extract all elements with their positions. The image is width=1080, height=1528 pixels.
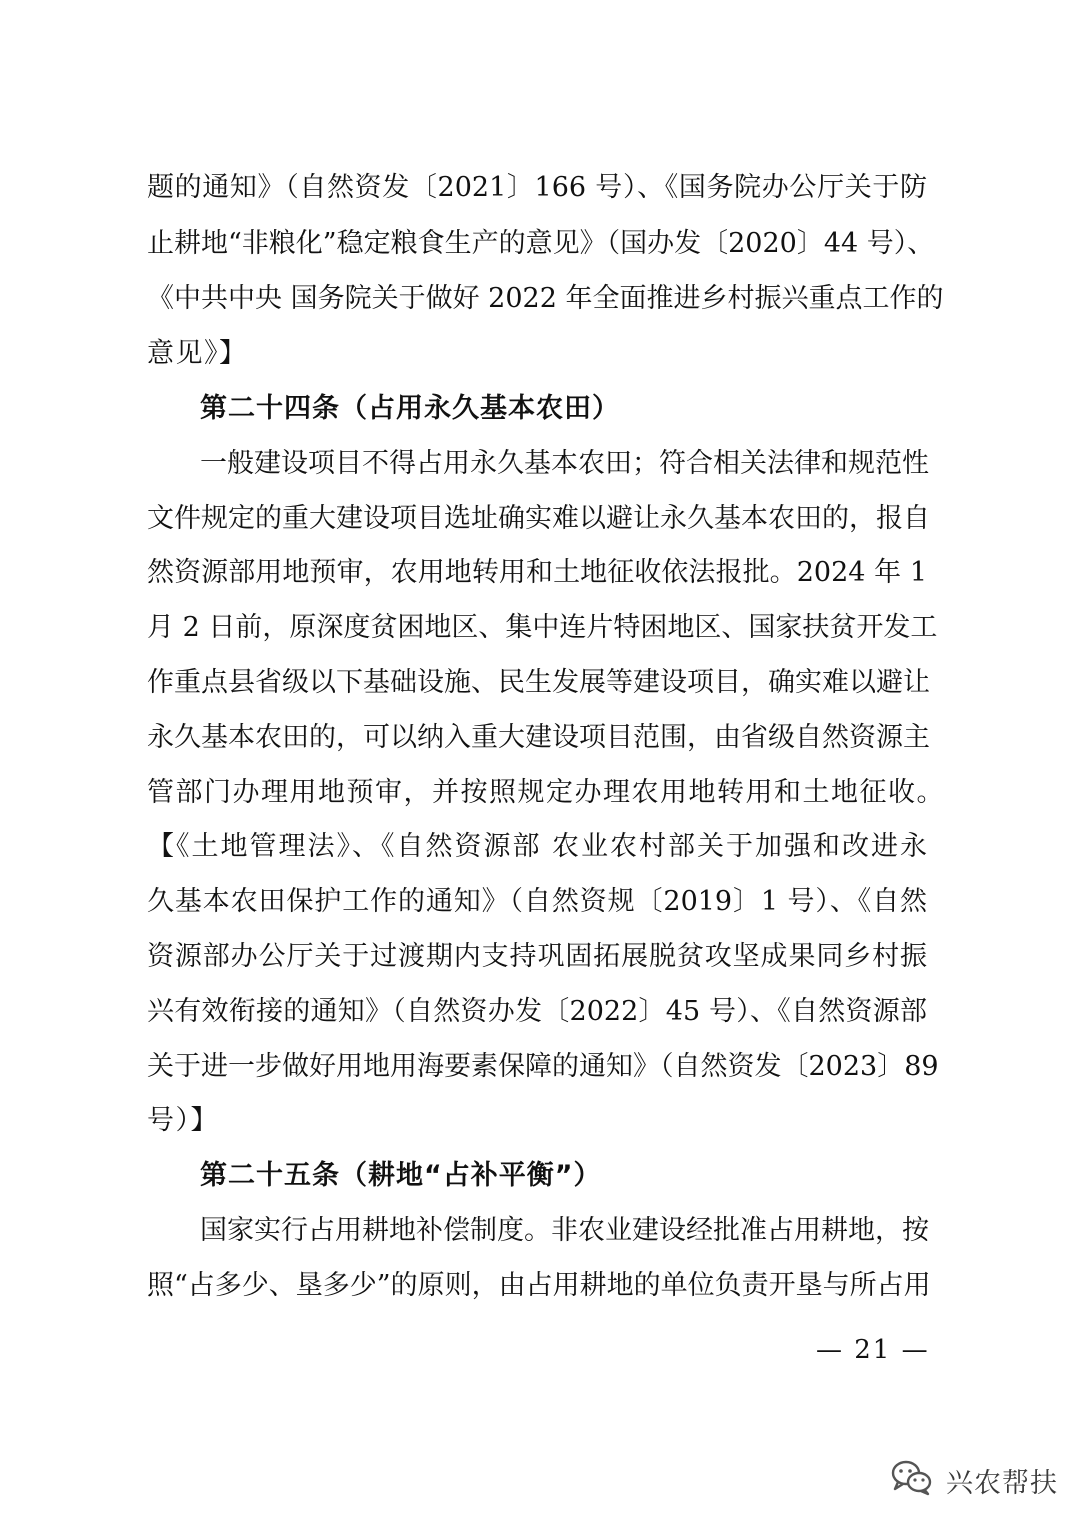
article-24-title: 第二十四条（占用永久基本农田） — [200, 393, 620, 424]
body-line: 止耕地“非粮化”稳定粮食生产的意见》（国办发〔2020〕44 号）、 — [147, 228, 935, 259]
body-line: 国家实行占用耕地补偿制度。非农业建设经批准占用耕地，按 — [200, 1215, 929, 1246]
body-line: 照“占多少、垦多少”的原则，由占用耕地的单位负责开垦与所占用 — [147, 1270, 931, 1301]
body-line: 关于进一步做好用地用海要素保障的通知》（自然资发〔2023〕89 — [147, 1051, 939, 1082]
body-line: 月 2 日前，原深度贫困地区、集中连片特困地区、国家扶贫开发工 — [147, 612, 938, 643]
wechat-icon — [890, 1458, 934, 1502]
body-line: 作重点县省级以下基础设施、民生发展等建设项目，确实难以避让 — [147, 667, 930, 698]
body-line: 号）】 — [147, 1105, 219, 1136]
body-line: 《中共中央 国务院关于做好 2022 年全面推进乡村振兴重点工作的 — [147, 283, 944, 314]
watermark-text: 兴农帮扶 — [946, 1467, 1058, 1499]
body-line: 管部门办理用地预审，并按照规定办理农用地转用和土地征收。 — [147, 777, 945, 808]
body-line: 意见》】 — [147, 338, 248, 369]
body-line: 兴有效衔接的通知》（自然资办发〔2022〕45 号）、《自然资源部 — [147, 996, 927, 1027]
body-line: 题的通知》（自然资发〔2021〕166 号）、《国务院办公厅关于防 — [147, 172, 927, 203]
page-number: — 21 — — [816, 1335, 930, 1365]
body-line: 资源部办公厅关于过渡期内支持巩固拓展脱贫攻坚成果同乡村振 — [147, 941, 927, 972]
body-line: 久基本农田保护工作的通知》（自然资规〔2019〕1 号）、《自然 — [147, 886, 927, 917]
body-line: 然资源部用地预审，农用地转用和土地征收依法报批。2024 年 1 — [147, 557, 927, 588]
body-line: 文件规定的重大建设项目选址确实难以避让永久基本农田的，报自 — [147, 503, 930, 534]
body-line: 【《土地管理法》、《自然资源部 农业农村部关于加强和改进永 — [147, 831, 927, 862]
article-25-title: 第二十五条（耕地“占补平衡”） — [200, 1160, 602, 1191]
body-line: 一般建设项目不得占用永久基本农田；符合相关法律和规范性 — [200, 448, 929, 479]
watermark — [890, 1458, 1058, 1502]
body-line: 永久基本农田的，可以纳入重大建设项目范围，由省级自然资源主 — [147, 722, 930, 753]
